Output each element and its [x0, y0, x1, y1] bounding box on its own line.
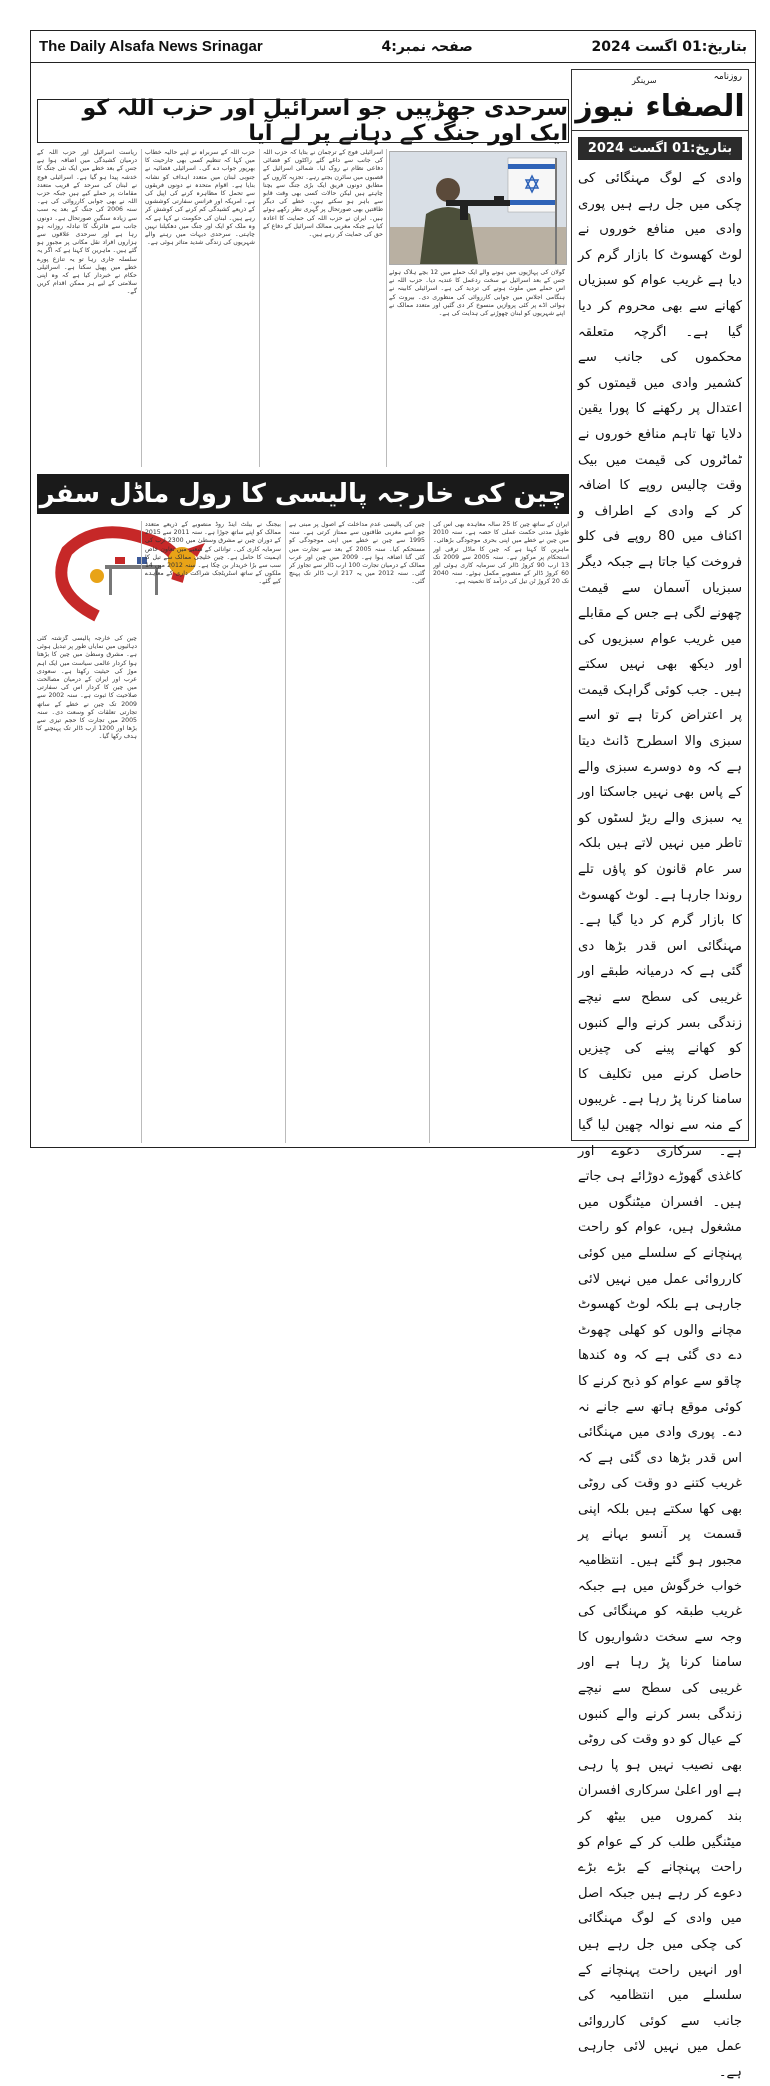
soldier-with-rifle-photo	[389, 151, 567, 265]
story1-column-2: حزب اللہ کے سربراہ نے اپنے حالیہ خطاب میں کہا کہ تنظیم کسی بھی جارحیت کا بھرپور جواب دے گی۔ اسرائیلی فضائیہ نے جنوبی لبنان میں متعدد اہداف کو نشانہ بنایا ہے۔ اقوام متحدہ نے دونوں فریقوں سے تحمل کا مظاہرہ کرنے کی اپیل کی ہے۔ امریکہ اور فرانس سفارتی کوششوں کے ذریعے کشیدگی کم کرنے کی کوشش کر رہے ہیں۔ لبنان کی حکومت نے کہا ہے کہ وہ ملک کو ایک اور جنگ میں دھکیلنا نہیں چاہتی۔ سرحدی دیہات میں رہنے والے شہریوں کی زندگی شدید متاثر ہوئی ہے۔	[145, 149, 255, 247]
column-rule	[429, 521, 430, 1143]
column-rule	[285, 521, 286, 1143]
masthead	[572, 70, 748, 131]
page-number: صفحہ نمبر:4	[381, 38, 473, 55]
column-rule	[141, 149, 142, 467]
story2-headline: چین کی خارجہ پالیسی کا رول ماڈل سفر	[37, 474, 569, 514]
main-area	[37, 69, 570, 1141]
editorial-text: وادی کے لوگ مہنگائی کی چکی میں جل رہے ہیں پوری وادی میں منافع خوروں نے لوٹ کھسوٹ کا بازار گرم کر دیا ہے غریب عوام کو سبزیاں کھانے سے بھی محروم کر دیا گیا ہے۔ اگرچہ متعلقہ محکموں کی جانب سے کشمیر وادی میں قیمتوں کو اعتدال پر رکھنے کا پورا یقین دلایا تھا تاہم منافع خوروں نے ٹماٹروں کی قیمت میں بیک وقت چالیس روپے کا اضافہ کر کے وادی کے اطراف و اکناف میں 80 روپے فی کلو فروخت کیا جاتا ہے جبکہ دیگر سبزیاں آسمان سے قیمت چھونے لگی ہے جس کے مقابلے میں غریب عوام سبزیوں کی اور دیکھ بھی نہیں سکتے ہیں۔ جب کوئی گراہک قیمت پر اعتراض کرتا ہے تو اسے سبزی والا اسطرح ڈانٹ دیتا ہے کہ وہ دوسرے سبزی والے کے پاس بھی نہیں جاسکتا اور یہ سبزی والے ریڑ لسٹوں کو تاطر میں نہیں لاتے ہیں بلکہ سر عام قانون کو پاؤں تلے روندا جارہا ہے۔ لوٹ کھسوٹ کا بازار گرم کر دیا گیا ہے۔ مہنگائی اس قدر بڑھا دی گئی ہے کہ درمیانہ طبقے اور غریبی کی سطح سے نیچے زندگی بسر کرنے والے کنبوں کو کھانے پینے کی چیزیں حاصل کرنے میں تکلیف کا سامنا کرنا پڑ رہا ہے۔ غریبوں کے منہ سے نوالہ چھین لیا گیا ہے۔ سرکاری دعوے اور کاغذی گھوڑے دوڑائے ہی جاتے ہیں۔ افسران میٹنگوں میں مشغول ہیں، عوام کو راحت پہنچانے کے سلسلے میں کوئی کارروائی عمل میں نہیں لائی جارہی ہے بلکہ لوٹ کھسوٹ مچانے والوں کو کھلی چھوٹ دے دی گئی ہے کہ وہ کندھا چاقو سے عوام کو ذبح کرنے کا کوئی موقع ہاتھ سے جانے نہ دے۔ پوری وادی میں مہنگائی اس قدر بڑھا دی گئی ہے کہ غریب کتنے دو وقت کی روٹی بھی کھا سکتے ہیں بلکہ اپنی قسمت پر آنسو بہانے پر مجبور ہو گئے ہیں۔ انتظامیہ خواب خرگوش میں ہے جبکہ غریب طبقہ کو مہنگائی کی وجہ سے سخت دشواریوں کا سامنا کرنا پڑ رہا ہے اور غریبی کی سطح سے نیچے زندگی بسر کرنے والے کنبوں کے عیال کو دو وقت کی روٹی بھی نصیب نہیں ہو پا رہی ہے اور اعلیٰ سرکاری افسران بند کمروں میں بیٹھ کر میٹنگیں طلب کر کے عوام کو راحت پہنچانے کے بڑے بڑے دعوے کر رہے ہیں جبکہ اصل میں وادی کے لوگ مہنگائی کی چکی میں جل رہے ہیں اور انہیں راحت پہنچانے کے سلسلے میں انتظامیہ کی جانب سے کوئی کارروائی عمل میں نہیں لائی جارہی ہے۔	[578, 171, 742, 2080]
story1-column-1: ریاست اسرائیل اور حزب اللہ کے درمیان کشیدگی میں اضافہ ہوا ہے جس کے بعد خطے میں ایک نئی جنگ کا خدشہ پیدا ہو گیا ہے۔ اسرائیلی فوج نے لبنان کی سرحد کے قریب متعدد مقامات پر حملے کیے ہیں جبکہ حزب اللہ نے بھی جوابی کارروائی کی ہے۔ سنہ 2006 کی جنگ کے بعد یہ سب سے زیادہ سنگین صورتحال ہے۔ دونوں جانب سے فائرنگ کا تبادلہ روزانہ ہو رہا ہے اور سرحدی علاقوں سے ہزاروں افراد نقل مکانی پر مجبور ہو گئے ہیں۔ ماہرین کا کہنا ہے کہ اگر یہ سلسلہ جاری رہا تو یہ تنازع پورے خطے میں پھیل سکتا ہے۔ اسرائیلی حکام نے خبردار کیا ہے کہ وہ اپنی سلامتی کے لیے ہر ممکن اقدام کریں گے۔	[37, 149, 137, 296]
story2-column-1: چین کی خارجہ پالیسی گزشتہ کئی دہائیوں میں نمایاں طور پر تبدیل ہوئی ہے۔ مشرق وسطیٰ میں چین کا بڑھتا ہوا کردار عالمی سیاست میں ایک اہم موڑ کی حیثیت رکھتا ہے۔ سعودی عرب اور ایران کے درمیان مصالحت میں چین کا کردار اس کی سفارتی صلاحیت کا ثبوت ہے۔ سنہ 2002 سے 2009 تک چین نے خطے کے ساتھ تجارتی تعلقات کو وسعت دی۔ سنہ 2005 میں تجارت کا حجم تیزی سے بڑھا اور 1200 ارب ڈالر تک پہنچنے کا ہدف رکھا گیا۔	[37, 635, 137, 741]
editorial-column	[571, 69, 749, 2080]
story2-column-3: چین کی پالیسی عدم مداخلت کے اصول پر مبنی ہے جو اسے مغربی طاقتوں سے ممتاز کرتی ہے۔ سنہ 1995 سے چین نے خطے میں اپنی موجودگی کو مستحکم کیا۔ سنہ 2005 کے بعد سے تجارت میں کئی گنا اضافہ ہوا ہے۔ 2009 میں چین اور عرب ممالک کے درمیان تجارت 100 ارب ڈالر سے تجاوز کر گئی۔ سنہ 2012 میں یہ 217 ارب ڈالر تک پہنچ گئی۔	[289, 521, 425, 586]
masthead-tag: روزنامہ	[713, 72, 742, 82]
story2-column-2: بیجنگ نے بیلٹ اینڈ روڈ منصوبے کے ذریعے متعدد ممالک کو اپنے ساتھ جوڑا ہے۔ سنہ 2011 سے 2015 کے دوران چین نے مشرق وسطیٰ میں 2300 ارب کی سرمایہ کاری کی۔ توانائی کے شعبے میں تعاون خاص اہمیت کا حامل ہے۔ چین خلیجی ممالک سے تیل کا سب سے بڑا خریدار بن چکا ہے۔ سنہ 2012 میں 14 ملکوں کے ساتھ اسٹریٹجک شراکت داری کے معاہدے کیے گئے۔	[145, 521, 281, 586]
column-rule	[259, 149, 260, 467]
story2-column-4: ایران کے ساتھ چین کا 25 سالہ معاہدہ بھی اس کی طویل مدتی حکمت عملی کا حصہ ہے۔ سنہ 2010 میں چین نے خطے میں اپنی بحری موجودگی بڑھائی۔ ماہرین کا کہنا ہے کہ چین کا ماڈل ترقی اور استحکام پر مرکوز ہے۔ سنہ 2005 سے 2009 تک 13 ارب 90 کروڑ ڈالر کی سرمایہ کاری ہوئی اور 60 کروڑ ڈالر کے منصوبے مکمل ہوئے۔ سنہ 2040 تک 20 کروڑ ٹن تیل کی درآمد کا تخمینہ ہے۔	[433, 521, 569, 586]
newspaper-title: The Daily Alsafa News Srinagar	[39, 38, 263, 55]
header-date: بتاریخ:01 اگست 2024	[591, 38, 747, 55]
masthead-city: سرینگر	[632, 76, 657, 85]
column-rule	[141, 521, 142, 1143]
editorial-date: بتاریخ:01 اگست 2024	[578, 137, 742, 160]
column-rule	[386, 149, 387, 467]
page-header	[31, 31, 755, 63]
newspaper-page	[30, 30, 756, 2080]
masthead-name: الصفاء نیوز	[575, 88, 745, 124]
story1-headline: سرحدی جھڑپیں جو اسرائیل اور حزب اللہ کو ایک اور جنگ کے دہانے پر لے آیا	[37, 99, 569, 143]
story1-column-4: گولان کی پہاڑیوں میں ہونے والے ایک حملے میں 12 بچے ہلاک ہوئے جس کے بعد اسرائیل نے سخت ردعمل کا عندیہ دیا۔ حزب اللہ نے اس حملے میں ملوث ہونے کی تردید کی ہے۔ اسرائیلی کابینہ نے ہنگامی اجلاس میں جوابی کارروائی کی منظوری دی۔ بیروت کے ہوائی اڈے پر کئی پروازیں منسوخ کر دی گئیں اور متعدد ممالک نے اپنے شہریوں کو لبنان چھوڑنے کی ہدایت کی ہے۔	[389, 269, 565, 318]
story1-column-3: اسرائیلی فوج کے ترجمان نے بتایا کہ حزب اللہ کی جانب سے داغے گئے راکٹوں کو فضائی دفاعی نظام نے روک لیا۔ شمالی اسرائیل کے قصبوں میں سائرن بجتے رہے۔ تجزیہ کاروں کے مطابق دونوں فریق ایک بڑی جنگ سے بچنا چاہتے ہیں لیکن حالات کسی بھی وقت قابو سے باہر ہو سکتے ہیں۔ خطے کی دیگر طاقتیں بھی صورتحال پر گہری نظر رکھے ہوئے ہیں۔ ایران نے حزب اللہ کی حمایت کا اعادہ کیا ہے جبکہ مغربی ممالک اسرائیل کے دفاع کے حق کی حمایت کر رہے ہیں۔	[263, 149, 383, 239]
